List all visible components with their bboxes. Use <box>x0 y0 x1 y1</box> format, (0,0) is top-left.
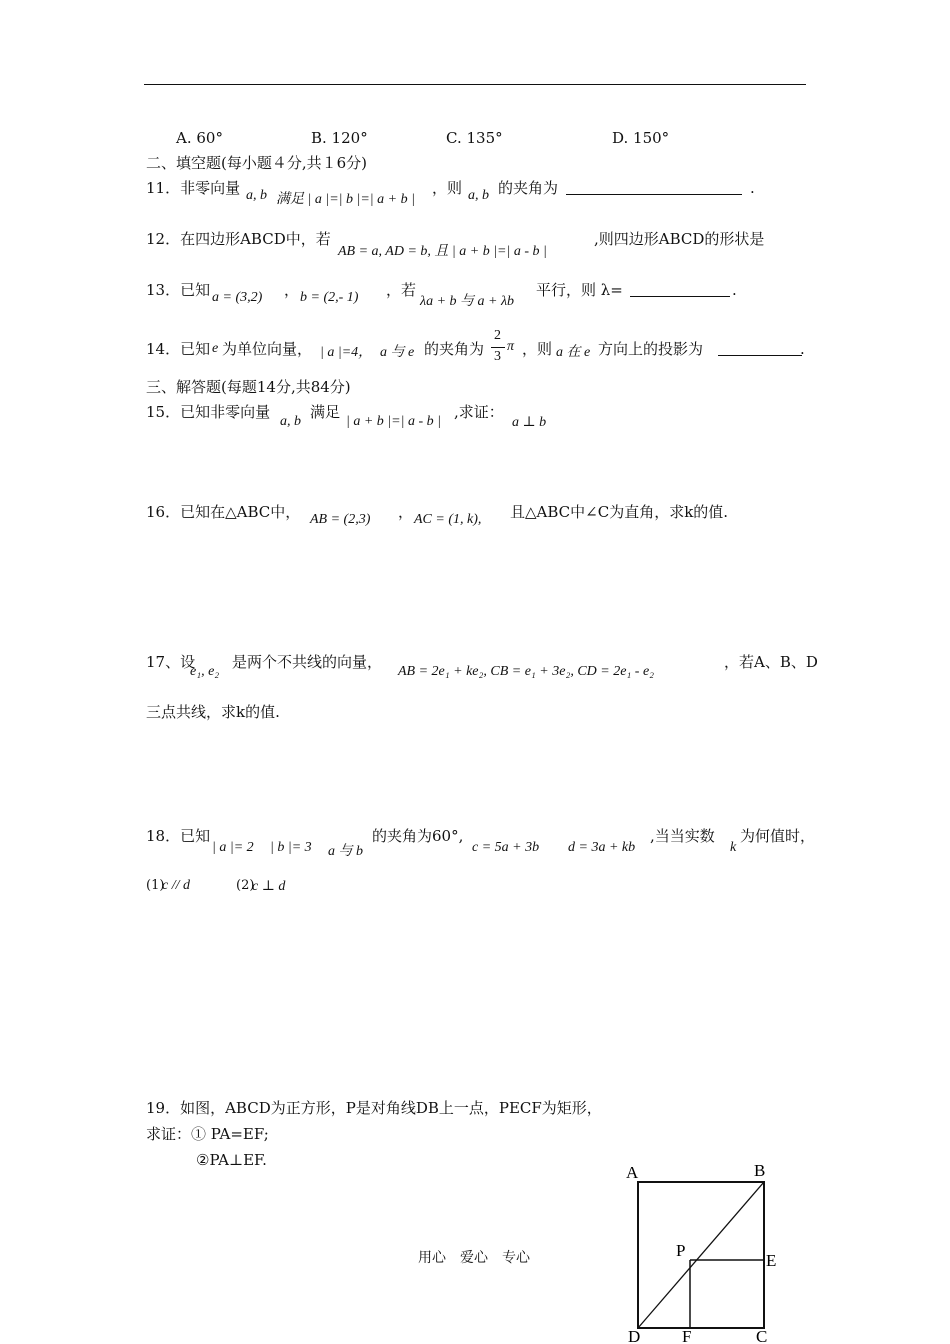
choice-a: A. 60° <box>176 129 223 147</box>
q14-e: e <box>212 341 219 356</box>
q14-a-on-e: a 在 e <box>556 345 591 360</box>
section2-title: 二、填空题(每小题４分,共１6分) <box>146 154 368 172</box>
q18-part1-expr: c // d <box>162 878 190 893</box>
q15-expr: | a + b |=| a - b | <box>346 414 441 429</box>
label-d: D <box>628 1327 641 1344</box>
header-rule <box>144 84 806 85</box>
q14-unit: 为单位向量， <box>222 340 313 358</box>
q14-pi: π <box>507 339 515 354</box>
q15-conclusion: a ⊥ b <box>512 415 547 430</box>
q15-prove: ,求证： <box>454 403 504 421</box>
q11-prefix: 11．非零向量 <box>146 179 241 197</box>
label-f: F <box>682 1327 692 1344</box>
q18-part2-label: (2) <box>236 878 255 893</box>
section3-title: 三、解答题(每题14分,共84分) <box>146 378 351 396</box>
q11-vars-2: a, b <box>468 188 489 203</box>
label-b: B <box>754 1161 766 1180</box>
q13-vector-a: a = (3,2) <box>212 290 263 305</box>
q14-angle: 的夹角为 <box>424 340 485 358</box>
q18-angle: 的夹角为60°, <box>372 827 464 845</box>
q13-expr: λa + b 与 a + λb <box>420 294 515 309</box>
q19-line1: 19．如图，ABCD为正方形，P是对角线DB上一点，PECF为矩形， <box>146 1099 602 1117</box>
q18-part1-label: (1) <box>146 878 165 893</box>
q14-fraction-numerator: 2 <box>494 328 501 343</box>
q17-line2: 三点共线，求k的值. <box>146 703 280 721</box>
q17-vars: e₁, e₂ <box>190 664 220 679</box>
q16-tail: 且△ABC中∠C为直角，求k的值. <box>510 503 729 521</box>
q12-text: 12．在四边形ABCD中，若 <box>146 230 331 248</box>
q13-tail: 平行，则 λ= <box>536 281 623 299</box>
q11-answer-blank <box>566 180 742 195</box>
q14-fraction-bar <box>491 347 505 348</box>
q17-mid: 是两个不共线的向量， <box>232 653 383 671</box>
q19-line3: ②PA⊥EF. <box>196 1151 267 1169</box>
q14-norm: | a |=4， <box>320 345 373 360</box>
q11-mid: ，则 <box>432 179 463 197</box>
q13-end: . <box>732 281 737 299</box>
q15-condition: 满足 <box>310 403 341 421</box>
q13-prefix: 13．已知 <box>146 281 211 299</box>
q13-answer-blank <box>630 282 730 297</box>
q14-end: . <box>800 340 805 358</box>
q16-ac: AC = (1, k), <box>414 512 482 527</box>
footer-text: 用心 爱心 专心 <box>418 1250 530 1266</box>
q18-mid: ,当当实数 <box>650 827 715 845</box>
q16-comma: ， <box>398 503 414 521</box>
q18-k: k <box>730 840 737 855</box>
label-c: C <box>756 1327 768 1344</box>
q18-prefix: 18．已知 <box>146 827 211 845</box>
choice-d: D. 150° <box>612 129 670 147</box>
q17-prefix: 17、设 <box>146 653 196 671</box>
q13-comma: ， <box>284 281 300 299</box>
q13-if: ，若 <box>386 281 417 299</box>
q18-a-b: a 与 b <box>328 844 363 859</box>
q17-tail: ，若A、B、D <box>724 653 818 671</box>
choice-b: B. 120° <box>311 129 368 147</box>
q18-norm-b: | b |= 3 <box>270 840 312 855</box>
q14-prefix: 14．已知 <box>146 340 211 358</box>
label-e: E <box>766 1251 777 1270</box>
q14-fraction-denominator: 3 <box>494 349 501 364</box>
q16-ab: AB = (2,3) <box>310 512 371 527</box>
square-figure <box>620 1160 790 1344</box>
q11-tail: 的夹角为 <box>498 179 559 197</box>
q18-part2-expr: c ⊥ d <box>252 879 286 894</box>
q18-tail: 为何值时， <box>740 827 816 845</box>
q18-norm-a: | a |= 2 <box>212 840 254 855</box>
q12-expr: AB = a, AD = b, 且 | a + b |=| a - b | <box>338 244 547 259</box>
diagonal-db <box>638 1182 764 1328</box>
q11-end: . <box>750 179 755 197</box>
choice-c: C. 135° <box>446 129 503 147</box>
q16-prefix: 16．已知在△ABC中， <box>146 503 301 521</box>
q15-prefix: 15．已知非零向量 <box>146 403 271 421</box>
q13-vector-b: b = (2,- 1) <box>300 290 359 305</box>
q19-line2: 求证：① PA=EF; <box>146 1125 269 1143</box>
q14-a-e: a 与 e <box>380 345 415 360</box>
q15-vars: a, b <box>280 414 301 429</box>
q18-vector-d: d = 3a + kb <box>568 840 636 855</box>
q14-then: ，则 <box>522 340 553 358</box>
q14-answer-blank <box>718 341 802 356</box>
q12-tail: ,则四边形ABCD的形状是 <box>594 230 765 248</box>
q18-vector-c: c = 5a + 3b <box>472 840 540 855</box>
label-a: A <box>626 1163 639 1182</box>
q11-condition: 满足 | a |=| b |=| a + b | <box>276 192 415 207</box>
q11-vars: a, b <box>246 188 267 203</box>
label-p: P <box>676 1241 686 1260</box>
q17-expr: AB = 2e₁ + ke₂, CB = e₁ + 3e₂, CD = 2e₁ - e₂ <box>398 664 655 679</box>
q14-tail: 方向上的投影为 <box>598 340 704 358</box>
